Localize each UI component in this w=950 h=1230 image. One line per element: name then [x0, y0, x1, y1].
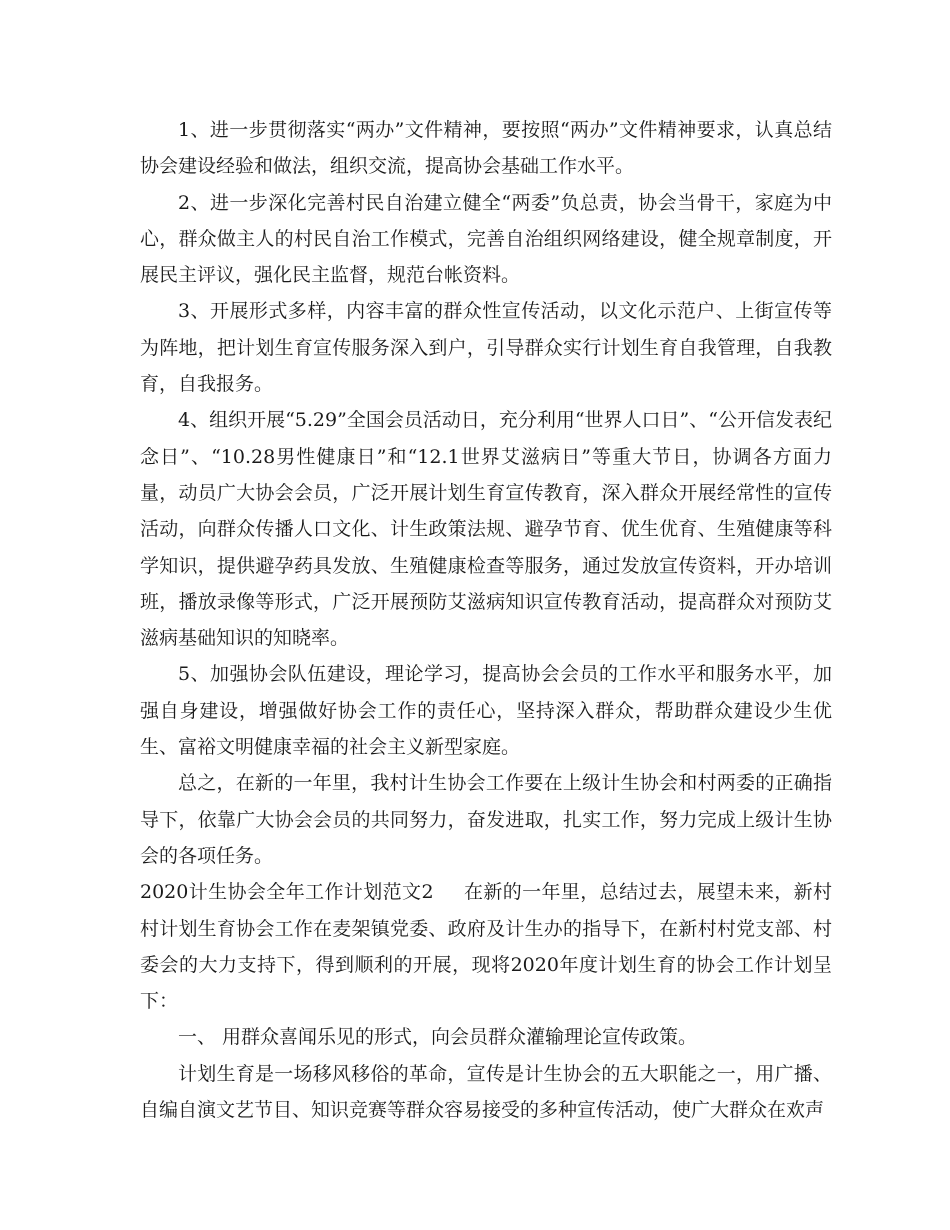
paragraph-summary: 总之，在新的一年里，我村计生协会工作要在上级计生协会和村两委的正确指导下，依靠广大协会会员的共同努力，奋发进取，扎实工作，努力完成上级计生协会的各项任务。 — [140, 772, 832, 867]
subheading: 一、 用群众喜闻乐见的形式，向会员群众灌输理论宣传政策。 — [178, 1026, 698, 1049]
paragraph-3: 3、开展形式多样，内容丰富的群众性宣传活动，以文化示范户、上街宣传等为阵地，把计划生育宣传服务深入到户，引导群众实行计划生育自我管理，自我教育，自我报务。 — [140, 300, 832, 396]
paragraph-4: 4、组织开展“5.29”全国会员活动日，充分利用“世界人口日”、“公开信发表纪念日”、“10.28男性健康日”和“12.1世界艾滋病日”等重大节日，协调各方面力量，动员广大协会会员，广泛开展计划生育宣传教育，深入群众开展经常性的宣传活动，向群众传播人口文化、计生政策法规、避孕节育、优生优育、生殖健康等科学知识，提供避孕药具发放、生殖健康检查等服务，通过发放宣传资料，开办培训班，播放录像等形式，广泛开展预防艾滋病知识宣传教育活动，提高群众对预防艾滋病基础知识的知晓率。 — [140, 409, 832, 650]
paragraph-2: 2、进一步深化完善村民自治建立健全“两委”负总责，协会当骨干，家庭为中心，群众做主人的村民自治工作模式，完善自治组织网络建设，健全规章制度，开展民主评议，强化民主监督，规范台帐资料。 — [140, 191, 832, 287]
final-paragraph: 计划生育是一场移风移俗的革命，宣传是计生协会的五大职能之一，用广播、自编自演文艺节目、知识竞赛等群众容易接受的多种宣传活动，使广大群众在欢声 — [140, 1062, 832, 1122]
paragraph-1: 1、进一步贯彻落实“两办”文件精神，要按照“两办”文件精神要求，认真总结协会建设经验和做法，组织交流，提高协会基础工作水平。 — [140, 119, 832, 178]
section-intro: 在新的一年里，总结过去，展望未来，新村村计划生育协会工作在麦架镇党委、政府及计生办的指导下，在新村村党支部、村委会的大力支持下，得到顺利的开展，现将2020年度计划生育的协会工作计划呈下： — [140, 881, 832, 1013]
section-heading-paragraph — [140, 874, 832, 1019]
section-title: 2020计生协会全年工作计划范文2 — [140, 881, 434, 904]
document-body — [140, 112, 832, 1128]
paragraph-5: 5、加强协会队伍建设，理论学习，提高协会会员的工作水平和服务水平，加强自身建设，增强做好协会工作的责任心，坚持深入群众，帮助群众建设少生优生、富裕文明健康幸福的社会主义新型家庭。 — [140, 663, 832, 759]
